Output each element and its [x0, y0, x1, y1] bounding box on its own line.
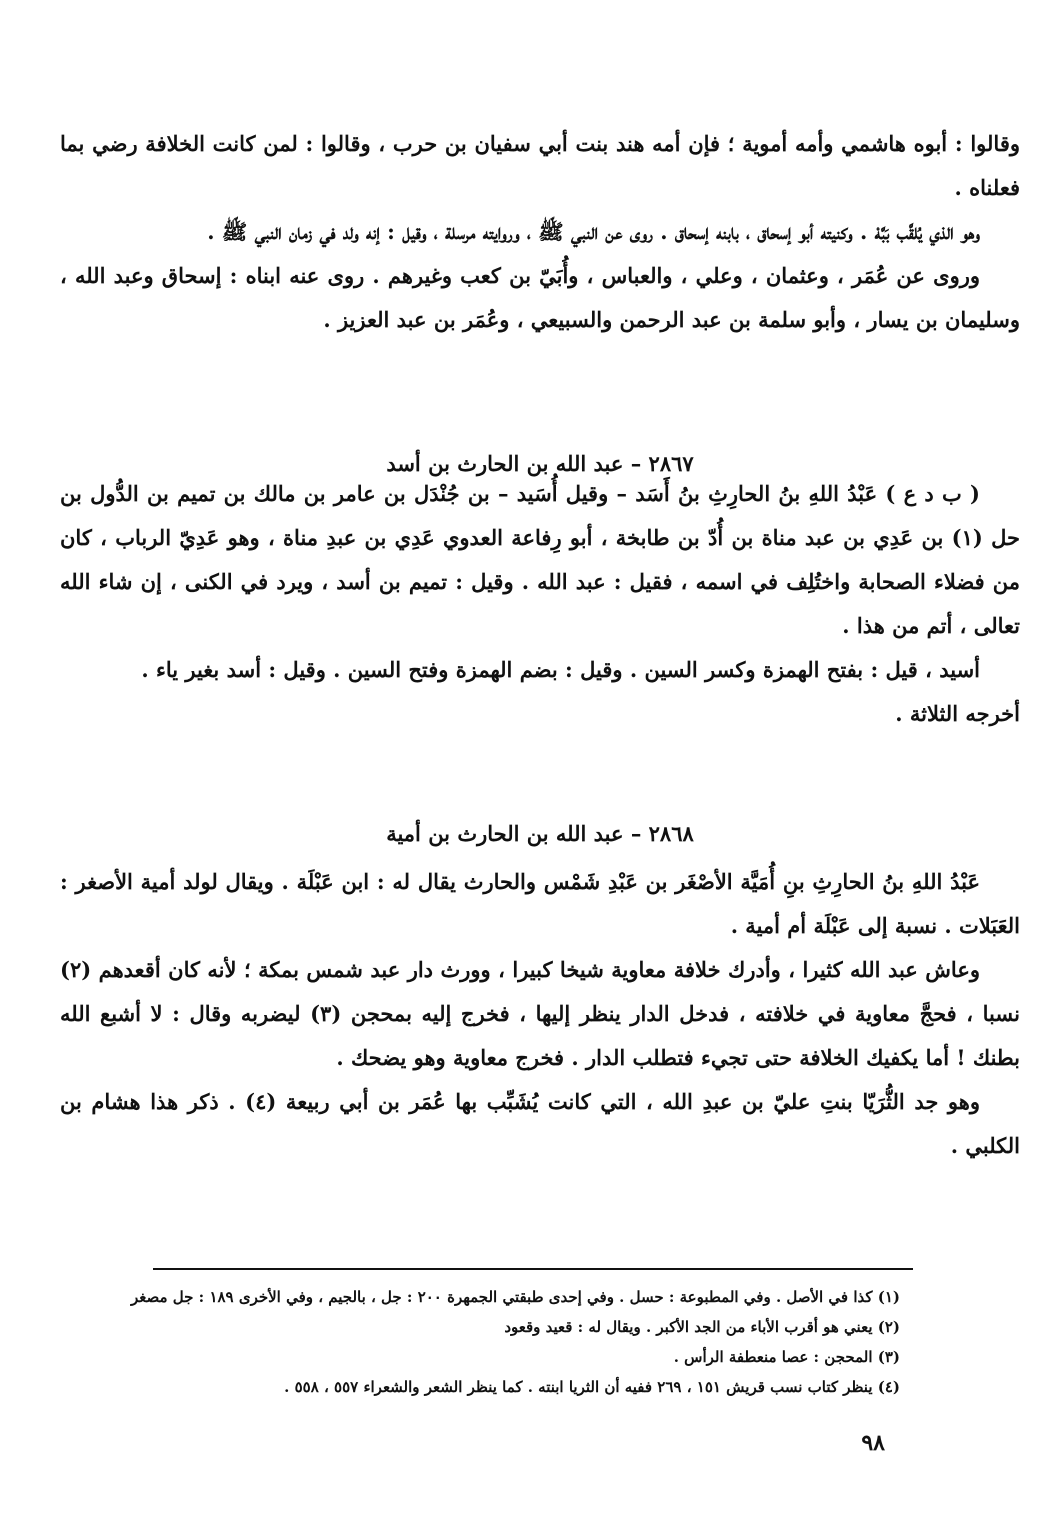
paragraph: وعاش عبد الله كثيرا ، وأدرك خلافة معاوية شيخا كبيرا ، وورث دار عبد شمس بمكة ؛ لأنه كان أقعدهم (٢) نسبا ، فحجَّ معاوية في خلافته ، فدخل الدار ينظر إليها ، فخرج إليه بمحجن (٣) ليضربه وقال : لا أشبع الله بطنك ! أما يكفيك الخلافة حتى تجيء فتطلب الدار . فخرج معاوية وهو يضحك . [60, 957, 1020, 1070]
paragraph: وهو الذي يُلقَّب بَبَّهْ . وكنيته أبو إسحاق ، بابنه إسحاق . روى عن النبي ﷺ ، وروايته مرسلة ، وقيل : إنه ولد في زمان النبي ﷺ . [207, 219, 980, 244]
entry-2868-text [60, 860, 1020, 1168]
previous-entry-text [60, 122, 1020, 342]
entry-heading-2867: ٢٨٦٧ – عبد الله بن الحارث بن أسد [386, 451, 694, 476]
footnotes [60, 1282, 900, 1402]
paragraph: أخرجه الثلاثة . [895, 701, 1020, 726]
paragraph: أسيد ، قيل : بفتح الهمزة وكسر السين . وقيل : بضم الهمزة وفتح السين . وقيل : أسد بغير ياء . [141, 657, 980, 682]
footnote-2: (٢) يعني هو أقرب الأباء من الجد الأكبر . ويقال له : قعيد وقعود [504, 1318, 900, 1336]
paragraph: وهو جد الثُّرَيّا بنتِ عليّ بن عبدِ الله ، التي كانت يُشَبِّب بها عُمَر بن أبي ربيعة (٤) . ذكر هذا هشام بن الكلبي . [60, 1089, 1020, 1158]
paragraph: ( ب د ع ) عَبْدُ اللهِ بنُ الحارِثِ بنُ أَسَد – وقيل أُسَيد – بن جُنْدَل بن عامر بن مالك بن تميم بن الدُّول بن حل (١) بن عَدِي بن عبد مناة بن أُدّ بن طابخة ، أبو رِفاعة العدوي عَدِي بن عبدِ مناة ، وهو عَدِيّ الرباب ، كان من فضلاء الصحابة واختُلِف في اسمه ، فقيل : عبد الله . وقيل : تميم بن أسد ، ويرد في الكنى ، إن شاء الله تعالى ، أتم من هذا . [60, 481, 1020, 638]
footnote-separator [153, 1268, 913, 1270]
paragraph: عَبْدُ اللهِ بنُ الحارِثِ بنِ أُمَيَّة الأصْغَر بن عَبْدِ شَمْس والحارث يقال له : ابن عَبْلَة . ويقال لولد أمية الأصغر : العَبَلات . نسبة إلى عَبْلَة أم أمية . [60, 869, 1020, 938]
footnote-4: (٤) ينظر كتاب نسب قريش ١٥١ ، ٢٦٩ ففيه أن الثريا ابنته . كما ينظر الشعر والشعراء ٥٥٧ ، ٥٥٨ . [284, 1378, 900, 1396]
entry-2867-text [60, 472, 1020, 736]
entry-heading-2868: ٢٨٦٨ – عبد الله بن الحارث بن أمية [386, 821, 694, 846]
paragraph: وقالوا : أبوه هاشمي وأمه أموية ؛ فإن أمه هند بنت أبي سفيان بن حرب ، وقالوا : لمن كانت الخلافة رضي بما فعلناه . [60, 131, 1020, 200]
footnote-1: (١) كذا في الأصل . وفي المطبوعة : حسل . وفي إحدى طبقتي الجمهرة ٢٠٠ : جل ، بالجيم ، وفي الأخرى ١٨٩ : جل مصغر [131, 1288, 900, 1306]
footnote-3: (٣) المحجن : عصا منعطفة الرأس . [673, 1348, 900, 1366]
page-number: ٩٨ [861, 1430, 885, 1456]
paragraph: وروى عن عُمَر ، وعثمان ، وعلي ، والعباس ، وأُبَيّ بن كعب وغيرهم . روى عنه ابناه : إسحاق وعبد الله ، وسليمان بن يسار ، وأبو سلمة بن عبد الرحمن والسبيعي ، وعُمَر بن عبد العزيز . [60, 263, 1020, 332]
